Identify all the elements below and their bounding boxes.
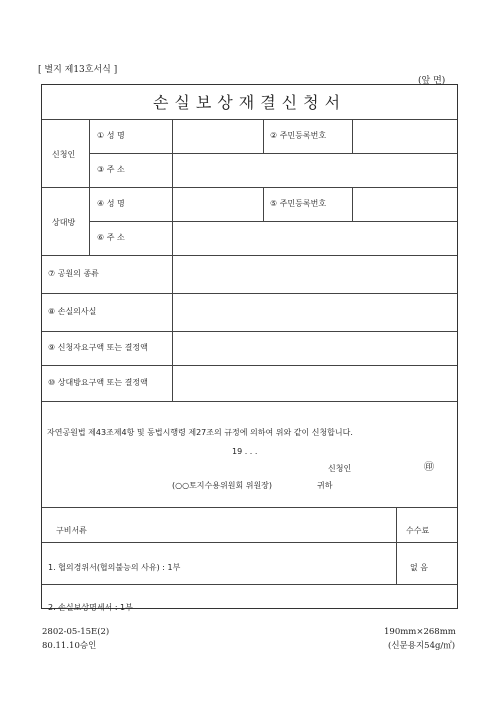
form-number: [ 별지 제13호서식 ] [38,65,118,75]
page-side: (앞 면) [418,76,446,86]
applicant-address-label: ③ 주 소 [97,165,125,174]
applicant-mid-line [263,119,264,153]
item-divider-1 [42,293,457,294]
document-item-1: 1. 협의경위서(협의불능의 사유) : 1부 [48,563,181,572]
opponent-name-label: ④ 성 명 [97,199,125,208]
title-divider [42,119,457,120]
applicant-group-label: 신청인 [52,150,76,159]
fee-value: 없 음 [410,563,428,572]
opponent-row-divider [89,221,457,222]
applicant-resno-line [352,119,353,153]
applicant-divider [42,187,457,188]
date-line: 19 . . . [232,447,258,456]
document-item-2: 2. 손실보상명세서 : 1부 [48,603,133,612]
documents-row-divider [42,542,457,543]
opponent-resno-line [352,187,353,221]
park-type-label: ⑦ 공원의 종류 [48,269,99,278]
loss-fact-label: ⑧ 손실의사실 [48,307,97,316]
opponent-group-label: 상대방 [52,218,76,227]
seal-mark: ㊞ [424,462,434,473]
group-column-line [89,119,90,255]
opponent-mid-line [263,187,264,221]
applicant-row-divider [89,153,457,154]
recipient-suffix: 귀하 [317,481,333,490]
applicant-name-label: ① 성 명 [97,131,125,140]
statement-text: 자연공원법 제43조제4항 및 동법시행령 제27조의 규정에 의하여 위와 같이 신청합니다. [47,428,353,437]
statement-divider [42,507,457,508]
application-form [41,84,458,612]
value-column-line [172,119,173,401]
opponent-divider [42,255,457,256]
form-title: 손실보상재결신청서 [152,93,347,112]
recipient-label: (○○토지수용위원회 위원장) [172,481,273,490]
documents-row-divider-2 [42,584,457,585]
footer-approval: 80.11.10승인 [42,641,97,651]
footer-paper: (신문용지54g/㎡) [388,641,456,651]
applicant-resident-no-label: ② 주민등록번호 [270,131,327,140]
footer-size: 190mm×268mm [384,627,456,637]
item-divider-2 [42,331,457,332]
documents-header: 구비서류 [56,526,87,535]
applicant-demand-label: ⑨ 신청자요구액 또는 결정액 [48,343,148,352]
fee-column-line [396,507,397,584]
signer-label: 신청인 [328,464,352,473]
item-divider-3 [42,365,457,366]
footer-code: 2802-05-15E(2) [42,627,110,637]
opponent-resident-no-label: ⑤ 주민등록번호 [270,199,327,208]
opponent-demand-label: ⑩ 상대방요구액 또는 결정액 [48,378,148,387]
item-divider-4 [42,401,457,402]
fee-header: 수수료 [406,526,430,535]
opponent-address-label: ⑥ 주 소 [97,233,125,242]
